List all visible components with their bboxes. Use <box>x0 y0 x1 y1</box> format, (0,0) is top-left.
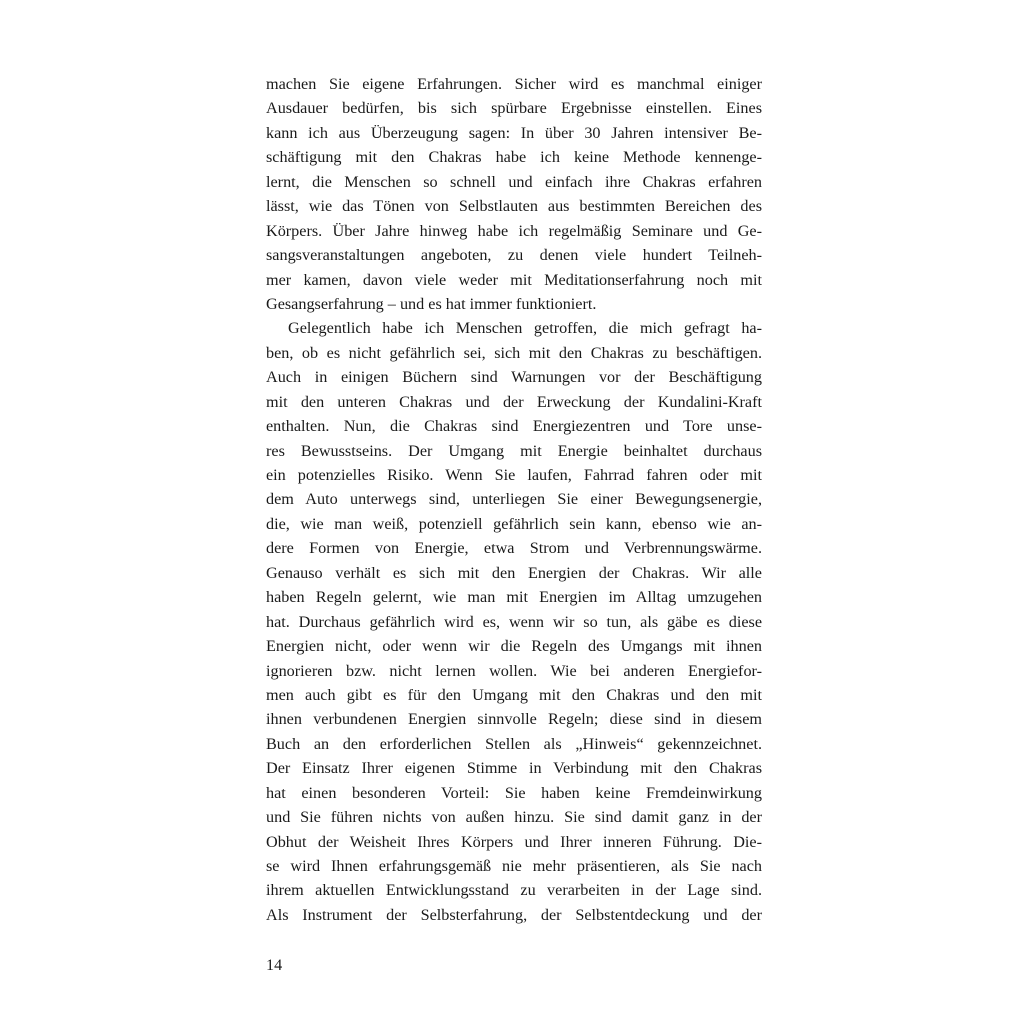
text-line: men auch gibt es für den Umgang mit den Chakras und den mit <box>266 685 762 704</box>
text-line: hat einen besonderen Vorteil: Sie haben keine Fremdeinwirkung <box>266 783 762 802</box>
text-line: res Bewusstseins. Der Umgang mit Energie beinhaltet durchaus <box>266 441 762 460</box>
text-line: enthalten. Nun, die Chakras sind Energiezentren und Tore unse- <box>266 417 762 436</box>
text-line: lässt, wie das Tönen von Selbstlauten aus bestimmten Bereichen des <box>266 197 762 216</box>
text-line: ihrem aktuellen Entwicklungsstand zu verarbeiten in der Lage sind. <box>266 881 762 900</box>
text-line: Ausdauer bedürfen, bis sich spürbare Ergebnisse einstellen. Eines <box>266 99 762 118</box>
text-line: machen Sie eigene Erfahrungen. Sicher wird es manchmal einiger <box>266 75 762 93</box>
body-text <box>266 72 762 927</box>
text-line: die, wie man weiß, potenziell gefährlich sein kann, ebenso wie an- <box>266 514 762 533</box>
page-number: 14 <box>266 956 283 974</box>
text-line: Der Einsatz Ihrer eigenen Stimme in Verbindung mit den Chakras <box>266 759 762 778</box>
text-line: dem Auto unterwegs sind, unterliegen Sie einer Bewegungsenergie, <box>266 490 762 509</box>
text-line: lernt, die Menschen so schnell und einfach ihre Chakras erfahren <box>266 172 762 191</box>
text-line: dere Formen von Energie, etwa Strom und Verbrennungswärme. <box>266 539 762 558</box>
text-line: Körpers. Über Jahre hinweg habe ich regelmäßig Seminare und Ge- <box>266 221 762 240</box>
text-line: Als Instrument der Selbsterfahrung, der Selbstentdeckung und der <box>266 905 762 924</box>
text-line: se wird Ihnen erfahrungsgemäß nie mehr präsentieren, als Sie nach <box>266 857 762 875</box>
text-line: ihnen verbundenen Energien sinnvolle Regeln; diese sind in diesem <box>266 710 762 729</box>
text-line: haben Regeln gelernt, wie man mit Energien im Alltag umzugehen <box>266 588 762 607</box>
text-line: Auch in einigen Büchern sind Warnungen vor der Beschäftigung <box>266 368 762 387</box>
text-line: Buch an den erforderlichen Stellen als „Hinweis“ gekennzeichnet. <box>266 734 762 753</box>
text-line: sangsveranstaltungen angeboten, zu denen viele hundert Teilneh- <box>266 246 762 265</box>
text-line: mer kamen, davon viele weder mit Meditationserfahrung noch mit <box>266 270 762 289</box>
text-line: hat. Durchaus gefährlich wird es, wenn wir so tun, als gäbe es diese <box>266 612 762 631</box>
text-line: Gesangserfahrung – und es hat immer funktioniert. <box>266 294 597 313</box>
text-line: Gelegentlich habe ich Menschen getroffen, die mich gefragt ha- <box>288 319 762 338</box>
text-line: Obhut der Weisheit Ihres Körpers und Ihrer inneren Führung. Die- <box>266 832 762 851</box>
text-line: ignorieren bzw. nicht lernen wollen. Wie bei anderen Energiefor- <box>266 661 762 680</box>
text-line: schäftigung mit den Chakras habe ich keine Methode kennenge- <box>266 148 762 167</box>
text-line: kann ich aus Überzeugung sagen: In über 30 Jahren intensiver Be- <box>266 123 762 142</box>
text-line: mit den unteren Chakras und der Erweckung der Kundalini-Kraft <box>266 392 762 411</box>
text-line: ben, ob es nicht gefährlich sei, sich mit den Chakras zu beschäftigen. <box>266 343 762 362</box>
text-line: Energien nicht, oder wenn wir die Regeln des Umgangs mit ihnen <box>266 637 762 656</box>
text-line: Genauso verhält es sich mit den Energien der Chakras. Wir alle <box>266 563 762 582</box>
text-line: und Sie führen nichts von außen hinzu. Sie sind damit ganz in der <box>266 808 762 827</box>
text-line: ein potenzielles Risiko. Wenn Sie laufen, Fahrrad fahren oder mit <box>266 466 762 484</box>
